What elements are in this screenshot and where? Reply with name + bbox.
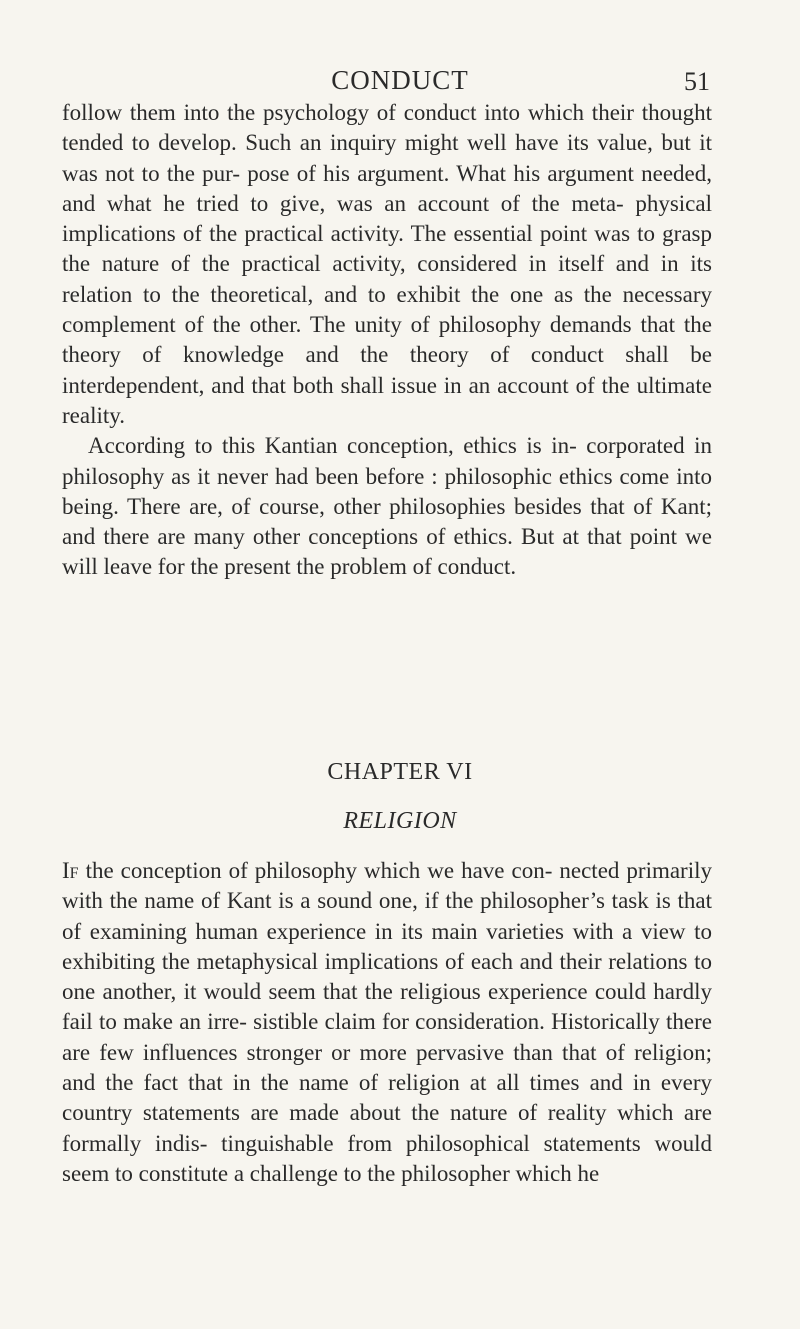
paragraph-religion-opening (62, 856, 712, 1189)
body-text-section-2 (62, 856, 712, 1189)
lead-word: If (62, 858, 79, 883)
body-text-section-1 (62, 98, 712, 583)
paragraph-continued: follow them into the psychology of conduct into which their thought tended to develop. Such an inquiry might well have its value, but it was not to the pur- pose of his argument. What his argument needed, and what he tried to give, was an account of the meta- physical implications of the practical activity. The essential point was to grasp the nature of the practical activity, considered in itself and in its relation to the theoretical, and to exhibit the one as the necessary complement of the other. The unity of philosophy demands that the theory of knowledge and the theory of conduct shall be interdependent, and that both shall issue in an account of the ultimate reality. (62, 100, 712, 428)
paragraph-religion-text: the conception of philosophy which we have con- nected primarily with the name of Kant is a sound one, if the philosopher’s task is that of examining human experience in its main varieties with a view to exhibiting the metaphysical implications of each and their relations to one another, it would seem that the religious experience could hardly fail to make an irre- sistible claim for consideration. Historically there are few influences stronger or more pervasive than that of religion; and the fact that in the name of religion at all times and in every country statements are made about the nature of reality which are formally indis- tinguishable from philosophical statements would seem to constitute a challenge to the philosopher which he (62, 858, 712, 1186)
running-head (0, 60, 800, 100)
running-title: CONDUCT (331, 65, 469, 95)
chapter-heading: CHAPTER VI (327, 759, 473, 785)
paragraph-kantian-conception: According to this Kantian conception, ethics is in- corporated in philosophy as it never had been before : philosophic ethics come into being. There are, of course, other philosophies besides that of Kant; and there are many other conceptions of ethics. But at that point we will leave for the present the problem of conduct. (62, 433, 712, 580)
chapter-subtitle: RELIGION (343, 808, 457, 834)
page-number: 51 (684, 67, 710, 96)
